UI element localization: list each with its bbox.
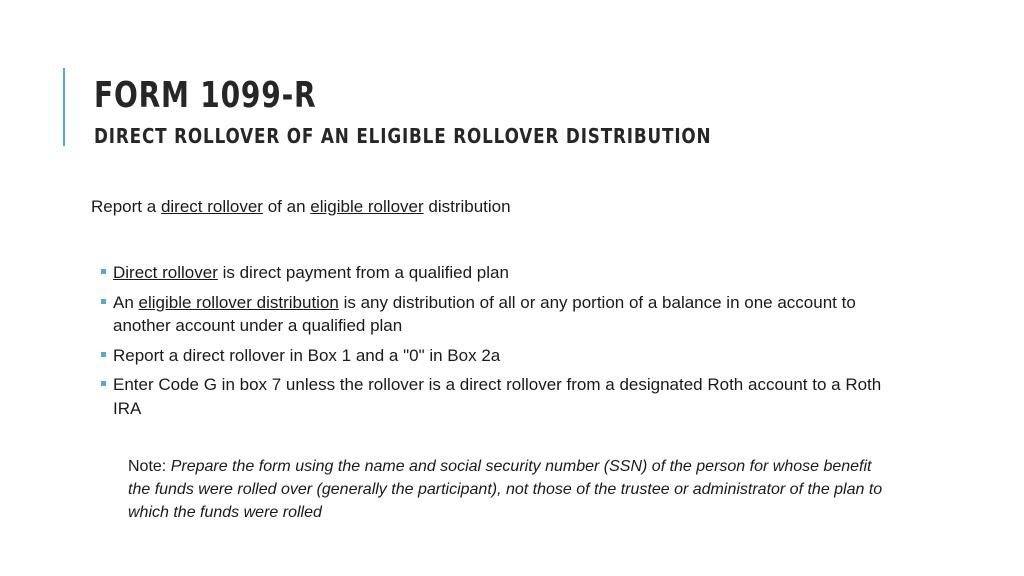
bullet-item (100, 261, 900, 285)
intro-suffix: distribution (423, 197, 511, 216)
slide-title: FORM 1099-R (94, 75, 317, 116)
intro-middle: of an (262, 197, 311, 216)
square-bullet-icon (101, 381, 106, 386)
bullet-direct-rollover-link[interactable]: Direct rollover (113, 263, 218, 282)
bullet-item (100, 291, 900, 338)
square-bullet-icon (101, 352, 106, 357)
square-bullet-icon (101, 269, 106, 274)
square-bullet-icon (101, 299, 106, 304)
title-accent-bar (63, 68, 65, 146)
bullet-text: Enter Code G in box 7 unless the rollover is a direct rollover from a designated Roth account to a Roth IRA (113, 375, 882, 418)
intro-prefix: Report a (91, 197, 161, 216)
bullet-text: Report a direct rollover in Box 1 and a "0" in Box 2a (113, 345, 501, 365)
note-paragraph (128, 455, 898, 524)
slide-subtitle: DIRECT ROLLOVER OF AN ELIGIBLE ROLLOVER DISTRIBUTION (94, 124, 712, 148)
bullet-prefix: An (113, 292, 139, 312)
bullet-item (100, 344, 900, 368)
bullet-text: is any distribution of all or any portion of a balance in one account to another account under a qualified plan (113, 292, 856, 335)
bullet-text: is direct payment from a qualified plan (217, 263, 509, 282)
bullet-item (100, 373, 900, 420)
bullet-eligible-rollover-distribution-link[interactable]: eligible rollover distribution (138, 292, 339, 312)
intro-line (91, 196, 511, 218)
note-label: Note: (128, 458, 171, 475)
bullet-list (100, 261, 900, 426)
direct-rollover-link[interactable]: direct rollover (160, 197, 263, 216)
eligible-rollover-link[interactable]: eligible rollover (310, 197, 424, 216)
note-text: Prepare the form using the name and social security number (SSN) of the person for whose benefit the funds were rolled over (generally the participant), not those of the trustee or administrator of the plan to which the funds were rolled (128, 458, 883, 521)
